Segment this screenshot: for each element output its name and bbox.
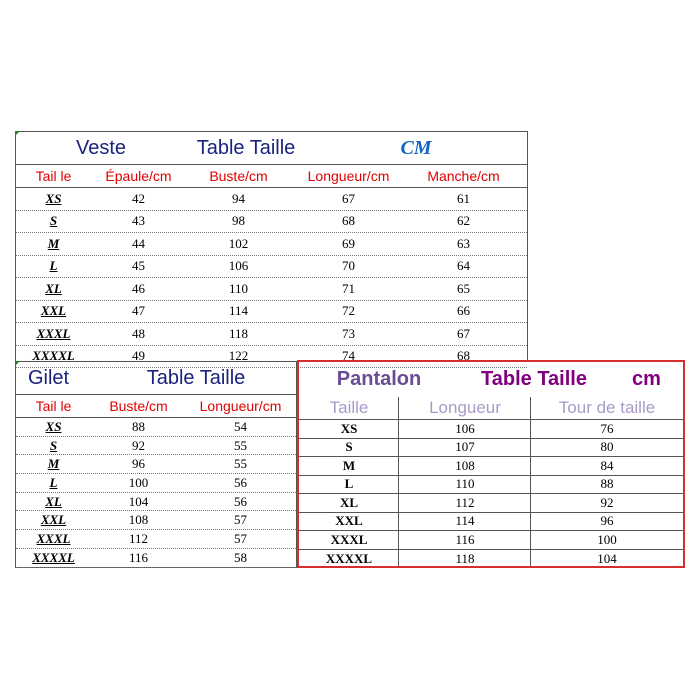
size-cell: XXL xyxy=(40,512,67,528)
table-row xyxy=(299,457,683,476)
size-cell: XS xyxy=(340,420,358,436)
size-cell: XL xyxy=(45,493,62,509)
value-cell: 68 xyxy=(342,213,355,229)
size-cell: XXXXL xyxy=(325,550,373,566)
table-row xyxy=(16,549,296,568)
value-cell: 107 xyxy=(455,439,475,455)
value-cell: 61 xyxy=(457,190,470,206)
table-row xyxy=(16,493,296,512)
table-row xyxy=(16,211,527,234)
value-cell: 68 xyxy=(457,348,470,364)
size-cell: XS xyxy=(45,418,62,434)
value-cell: 46 xyxy=(132,280,145,296)
gilet-title: Table Taille xyxy=(146,366,246,389)
table-row xyxy=(299,476,683,495)
value-cell: 71 xyxy=(342,280,355,296)
value-cell: 92 xyxy=(600,494,614,510)
pantalon-title-row xyxy=(299,362,683,397)
veste-title: Table Taille xyxy=(196,136,296,159)
value-cell: 84 xyxy=(600,457,614,473)
table-row xyxy=(16,301,527,324)
table-row xyxy=(16,512,296,531)
value-cell: 110 xyxy=(228,280,249,296)
size-cell: S xyxy=(345,439,353,455)
value-cell: 88 xyxy=(600,476,614,492)
pantalon-size-table xyxy=(297,360,685,568)
size-cell: L xyxy=(49,258,58,274)
value-cell: 56 xyxy=(234,474,247,490)
value-cell: 54 xyxy=(234,418,247,434)
size-cell: XXXL xyxy=(36,325,71,341)
value-cell: 116 xyxy=(128,549,149,565)
size-cell: XXXL xyxy=(36,531,71,547)
value-cell: 64 xyxy=(457,258,470,274)
value-cell: 100 xyxy=(597,531,617,547)
value-cell: 100 xyxy=(128,474,149,490)
table-row xyxy=(299,513,683,532)
value-cell: 57 xyxy=(234,512,247,528)
value-cell: 92 xyxy=(132,437,145,453)
gilet-header-size: Tail le xyxy=(35,398,72,414)
value-cell: 118 xyxy=(455,550,475,566)
size-cell: L xyxy=(49,474,58,490)
size-cell: M xyxy=(342,457,356,473)
pantalon-title: Table Taille xyxy=(481,368,587,390)
value-cell: 112 xyxy=(128,531,149,547)
value-cell: 98 xyxy=(232,213,245,229)
value-cell: 47 xyxy=(132,303,145,319)
value-cell: 108 xyxy=(455,457,475,473)
table-row xyxy=(299,420,683,439)
value-cell: 114 xyxy=(228,303,249,319)
size-cell: XL xyxy=(45,280,62,296)
value-cell: 44 xyxy=(132,235,145,251)
value-cell: 110 xyxy=(455,476,475,492)
value-cell: 114 xyxy=(455,513,475,529)
table-row xyxy=(16,437,296,456)
value-cell: 74 xyxy=(342,348,355,364)
pantalon-header-waist: Tour de taille xyxy=(558,398,656,417)
value-cell: 88 xyxy=(132,418,145,434)
value-cell: 65 xyxy=(457,280,470,296)
value-cell: 104 xyxy=(128,493,149,509)
gilet-size-table xyxy=(15,361,297,568)
table-row xyxy=(16,256,527,279)
size-cell: XXXXL xyxy=(32,348,75,364)
value-cell: 57 xyxy=(234,531,247,547)
size-cell: XXXL xyxy=(330,531,368,547)
value-cell: 106 xyxy=(455,420,475,436)
value-cell: 58 xyxy=(234,549,247,565)
veste-size-table xyxy=(15,131,528,364)
table-row xyxy=(16,278,527,301)
size-cell: S xyxy=(49,213,58,229)
value-cell: 67 xyxy=(457,325,470,341)
gilet-header-row xyxy=(16,395,296,418)
table-row xyxy=(16,188,527,211)
value-cell: 56 xyxy=(234,493,247,509)
table-row xyxy=(16,455,296,474)
value-cell: 94 xyxy=(232,190,245,206)
pantalon-header-row xyxy=(299,397,683,420)
veste-header-length: Longueur/cm xyxy=(307,168,390,184)
veste-header-sleeve: Manche/cm xyxy=(427,168,500,184)
table-row xyxy=(299,550,683,569)
value-cell: 96 xyxy=(132,456,145,472)
value-cell: 118 xyxy=(228,325,249,341)
value-cell: 112 xyxy=(455,494,475,510)
veste-header-size: Tail le xyxy=(35,168,72,184)
value-cell: 62 xyxy=(457,213,470,229)
value-cell: 122 xyxy=(228,348,249,364)
size-cell: XL xyxy=(339,494,359,510)
value-cell: 43 xyxy=(132,213,145,229)
value-cell: 49 xyxy=(132,348,145,364)
gilet-header-length: Longueur/cm xyxy=(199,398,282,414)
value-cell: 63 xyxy=(457,235,470,251)
pantalon-header-size: Taille xyxy=(329,398,369,417)
veste-header-bust: Buste/cm xyxy=(209,168,268,184)
value-cell: 42 xyxy=(132,190,145,206)
value-cell: 116 xyxy=(455,531,475,547)
value-cell: 80 xyxy=(600,439,614,455)
table-row xyxy=(299,494,683,513)
value-cell: 106 xyxy=(228,258,249,274)
gilet-title-row xyxy=(16,362,296,395)
veste-header-shoulder: Épaule/cm xyxy=(105,168,172,184)
size-cell: XS xyxy=(45,190,62,206)
table-row xyxy=(16,233,527,256)
veste-unit: CM xyxy=(400,136,432,159)
value-cell: 72 xyxy=(342,303,355,319)
pantalon-unit: cm xyxy=(632,368,661,390)
value-cell: 69 xyxy=(342,235,355,251)
size-cell: M xyxy=(47,235,60,251)
value-cell: 55 xyxy=(234,437,247,453)
size-cell: XXXXL xyxy=(32,549,75,565)
pantalon-name: Pantalon xyxy=(336,368,422,390)
table-row xyxy=(16,323,527,346)
size-cell: XXL xyxy=(335,513,363,529)
table-row xyxy=(16,474,296,493)
size-cell: M xyxy=(47,456,60,472)
table-row xyxy=(16,418,296,437)
value-cell: 48 xyxy=(132,325,145,341)
value-cell: 104 xyxy=(597,550,617,566)
size-cell: XXL xyxy=(40,303,67,319)
value-cell: 96 xyxy=(600,513,614,529)
size-cell: L xyxy=(344,476,354,492)
value-cell: 102 xyxy=(228,235,249,251)
value-cell: 108 xyxy=(128,512,149,528)
value-cell: 66 xyxy=(457,303,470,319)
size-cell: S xyxy=(49,437,58,453)
gilet-header-bust: Buste/cm xyxy=(109,398,168,414)
pantalon-header-length: Longueur xyxy=(429,398,501,417)
value-cell: 73 xyxy=(342,325,355,341)
value-cell: 55 xyxy=(234,456,247,472)
veste-title-row xyxy=(16,132,527,165)
table-row xyxy=(299,531,683,550)
value-cell: 67 xyxy=(342,190,355,206)
gilet-name: Gilet xyxy=(27,366,70,389)
value-cell: 70 xyxy=(342,258,355,274)
table-row xyxy=(299,439,683,458)
value-cell: 45 xyxy=(132,258,145,274)
value-cell: 76 xyxy=(600,420,614,436)
veste-name: Veste xyxy=(75,136,127,159)
veste-header-row xyxy=(16,165,527,188)
table-row xyxy=(16,530,296,549)
